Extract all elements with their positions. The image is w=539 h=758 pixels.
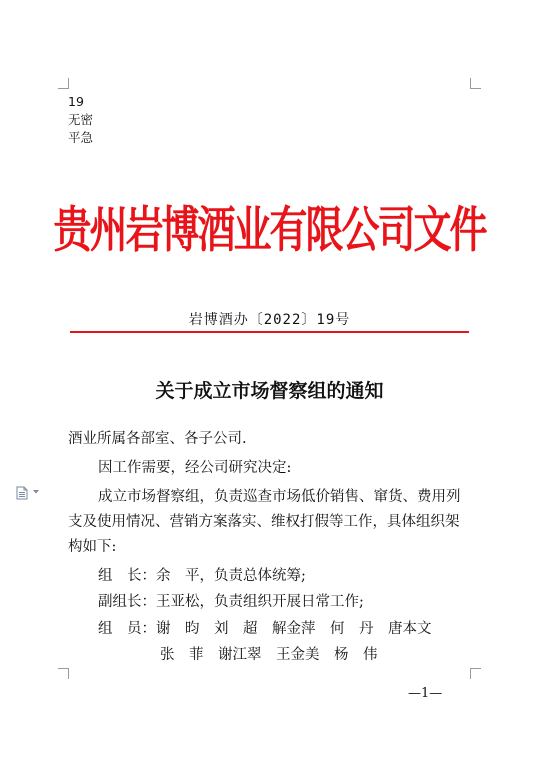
salutation: 酒业所属各部室、各子公司. <box>68 431 247 447</box>
paragraph-2-line-3: 构如下: <box>68 539 117 555</box>
red-divider-line <box>70 331 469 333</box>
doc-serial-number: 19 <box>68 94 84 109</box>
roster-leader: 组 长：余 平，负责总体统筹; <box>98 568 306 584</box>
roster-members-line-1: 组 员：谢 昀 刘 超 解金萍 何 丹 唐本文 <box>98 621 432 637</box>
roster-members-line-2: 张 菲 谢江翠 王金美 杨 伟 <box>160 647 378 663</box>
page-number: —1— <box>408 686 443 701</box>
roster-deputy: 副组长：王亚松，负责组织开展日常工作; <box>98 594 364 610</box>
side-document-button[interactable] <box>16 485 42 499</box>
red-header-title: 贵州岩博酒业有限公司文件 <box>53 200 486 258</box>
notice-headline: 关于成立市场督察组的通知 <box>155 380 384 402</box>
paragraph-2-line-1: 成立市场督察组，负责巡查市场低价销售、窜货、费用列 <box>98 489 461 505</box>
paragraph-2-line-2: 支及使用情况、营销方案落实、维权打假等工作，具体组织架 <box>68 514 460 530</box>
crop-mark-top-left <box>58 78 69 89</box>
caret-down-icon <box>32 489 40 495</box>
secrecy-level: 无密 <box>68 112 94 127</box>
crop-mark-bottom-right <box>470 668 481 679</box>
document-number: 岩博酒办〔2022〕19号 <box>188 312 351 328</box>
paragraph-1: 因工作需要，经公司研究决定: <box>98 460 292 476</box>
urgency-level: 平急 <box>68 130 94 145</box>
crop-mark-top-right <box>470 78 481 89</box>
crop-mark-bottom-left <box>58 668 69 679</box>
